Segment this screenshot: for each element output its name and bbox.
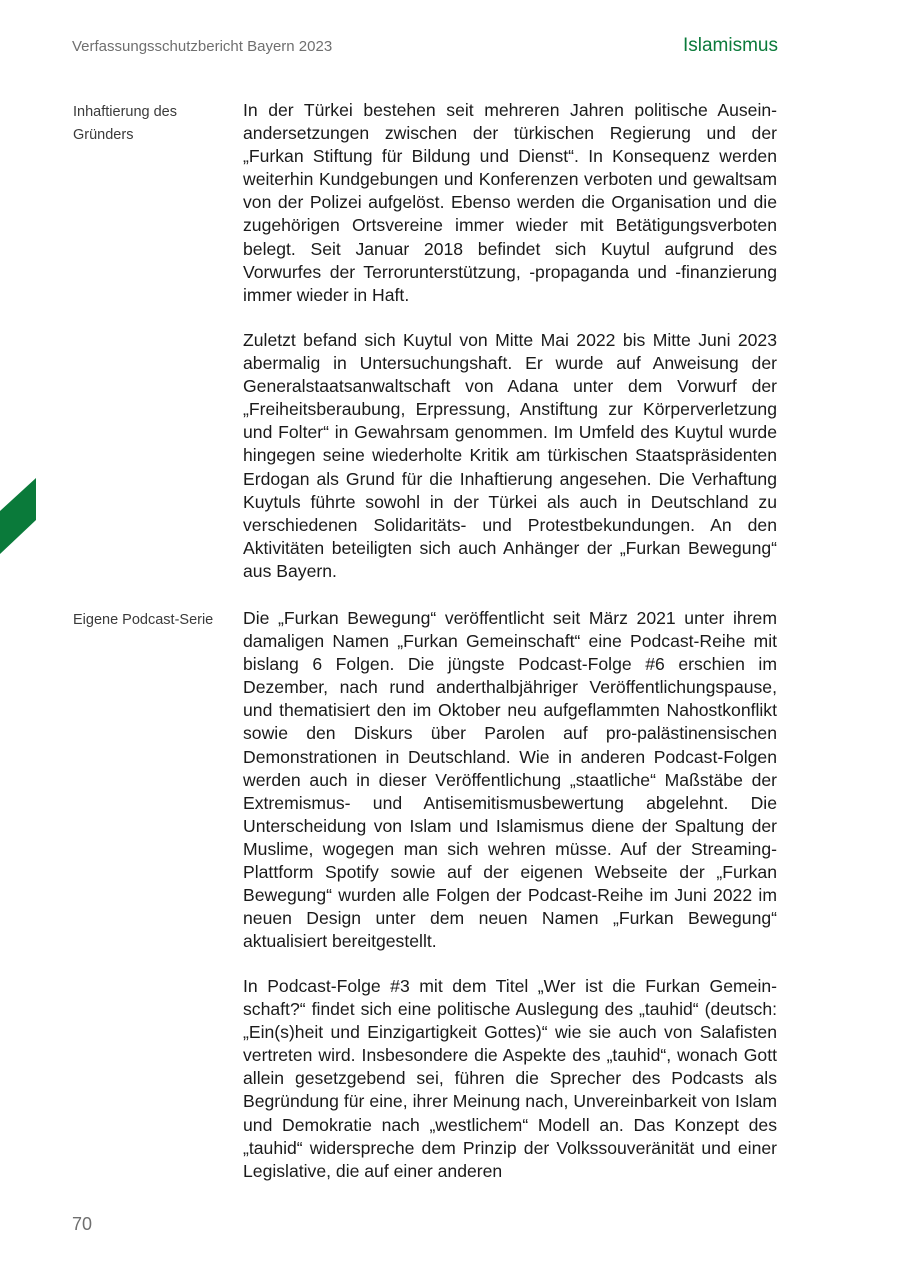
publication-title: Verfassungsschutzbericht Bayern 2023 [72, 38, 333, 55]
chapter-title: Islamismus [682, 35, 778, 56]
margin-note-podcast-series: Eigene Podcast-Serie [73, 612, 214, 628]
margin-note-founder-detention: Inhaftierung des Gründers [73, 104, 177, 143]
paragraph-2: Zuletzt befand sich Kuytul von Mitte Mai 2022 bis Mitte Juni 2023 abermalig in Untersuchungshaft. Er wurde auf Anweisung der Generalstaatsanwaltschaft von Adana unter dem Vorwurf der „Freiheitsberaubung, Erpressung, Anstiftung zur Körperverletzung und Folter“ in Gewahrsam genommen. Im Umfeld des Kuytul wurde hingegen seine wiederholte Kritik am türkischen Staatspräsidenten Erdogan als Grund für die Inhaftierung angesehen. Die Verhaftung Kuytuls führte sowohl in der Türkei als auch in Deutschland zu verschiedenen Solidaritäts- und Protestbekundungen. An den Aktivitäten beteiligten sich auch Anhänger der „Furkan Bewegung“ aus Bayern. [243, 330, 777, 581]
paragraph-1: In der Türkei bestehen seit mehreren Jahren politische Auseinandersetzungen zwischen der türkischen Regierung und der „Furkan Stiftung für Bildung und Dienst“. In Konsequenz werden weiterhin Kundgebungen und Konferenzen verboten und gewaltsam von der Polizei aufgelöst. Ebenso werden die Organisation und die zugehörigen Ortsvereine immer wieder mit Betätigungsverboten belegt. Seit Januar 2018 befindet sich Kuytul aufgrund des Vorwurfes der Terrorunterstützung, -propaganda und -finanzierung immer wieder in Haft. [243, 100, 777, 305]
page-number: 70 [72, 1214, 93, 1234]
paragraph-4: In Podcast-Folge #3 mit dem Titel „Wer ist die Furkan Gemeinschaft?“ findet sich eine politische Auslegung des „tauhid“ (deutsch: „Ein(s)heit und Einzigartigkeit Gottes)“ wie sie auch von Salafisten vertreten wird. Insbesondere die Aspekte des „tauhid“, wonach Gott allein gesetzgebend sei, führen die Sprecher des Podcasts als Begründung für eine, ihrer Meinung nach, Unvereinbarkeit von Islam und Demokratie nach „westlichem“ Modell an. Das Konzept des „tauhid“ widerspreche dem Prinzip der Volkssouveränität und einer Legislative, die auf einer anderen [243, 976, 777, 1181]
paragraph-3: Die „Furkan Bewegung“ veröffentlicht seit März 2021 unter ihrem damaligen Namen „Furkan Gemeinschaft“ eine Podcast-Reihe mit bislang 6 Folgen. Die jüngste Podcast-Folge #6 erschien im Dezember, nach rund anderthalbjähriger Veröffentlichungspause, und thematisiert den im Oktober neu aufgeflammten Nahostkonflikt sowie den Diskurs über Parolen auf pro-palästinensischen Demonstrationen in Deutschland. Wie in anderen Podcast-Folgen werden auch in dieser Veröffentlichung „staatliche“ Maßstäbe der Extremismus- und Antisemitismusbewertung abgelehnt. Die Unterscheidung von Islam und Islamismus diene der Spaltung der Muslime, wogegen man sich wehren müsse. Auf der Streaming-Plattform Spotify sowie auf der eigenen Webseite der „Furkan Bewegung“ wurden alle Folgen der Podcast-Reihe im Juni 2022 im neuen Design unter dem neuen Namen „Furkan Bewegung“ aktualisiert bereitgestellt. [243, 608, 777, 952]
chapter-marker-tab [0, 478, 36, 554]
